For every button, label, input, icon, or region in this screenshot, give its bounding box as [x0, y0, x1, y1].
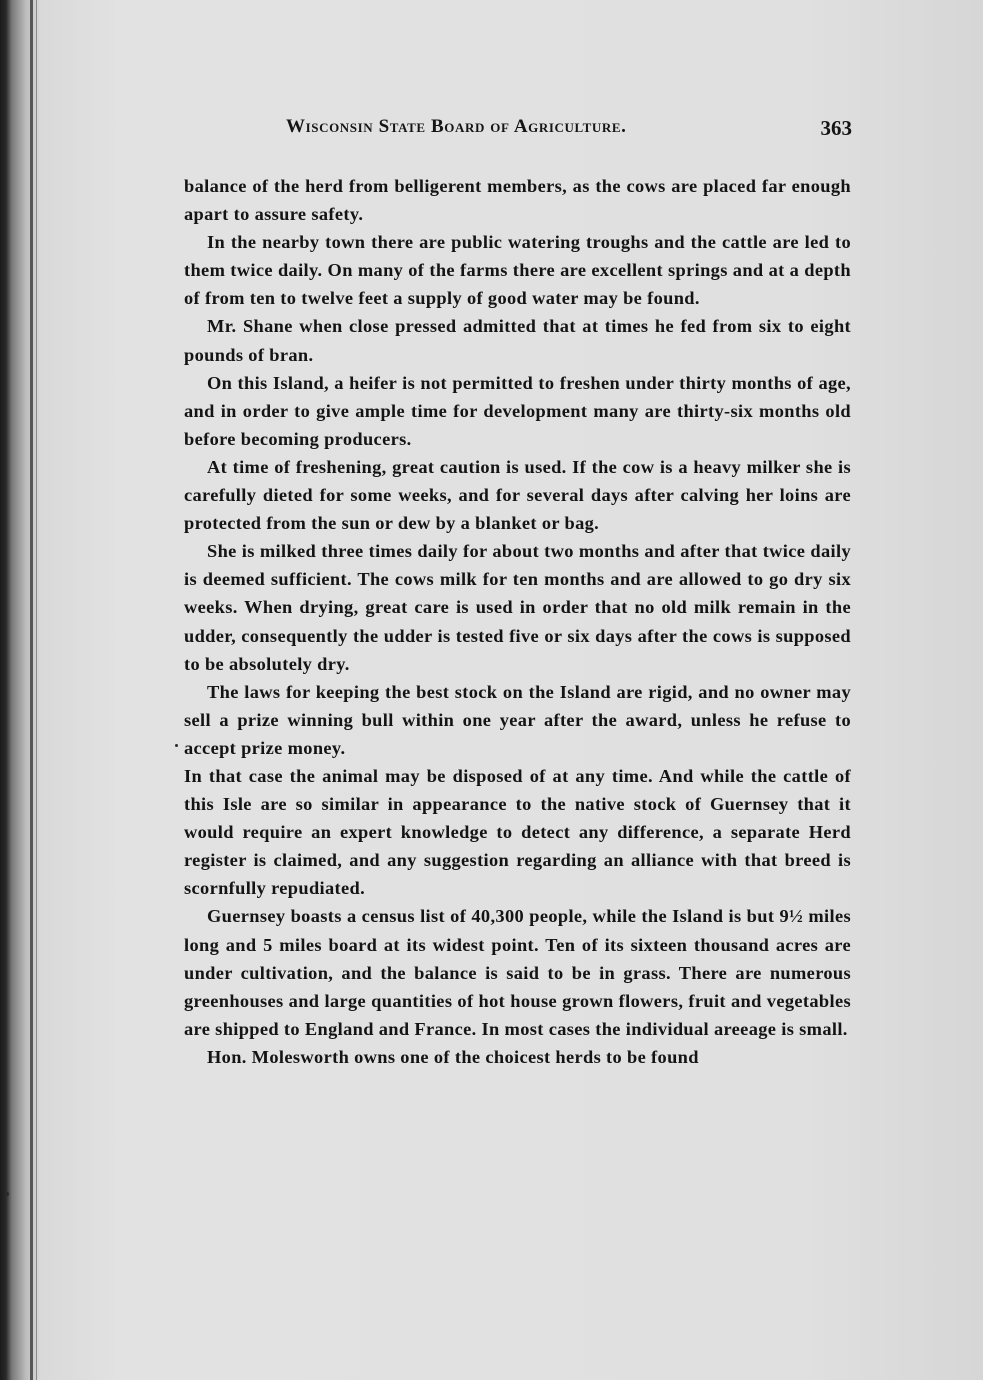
body-text: [184, 172, 851, 1071]
running-header: [286, 116, 852, 141]
scan-speck: [5, 1192, 9, 1196]
paragraph: Mr. Shane when close pressed admitted that at times he fed from six to eight pounds of bran.: [184, 316, 851, 365]
paragraph: In the nearby town there are public watering troughs and the cattle are led to them twice daily. On many of the farms there are excellent springs and at a depth of from ten to twelve feet a supply of good water may be found.: [184, 232, 851, 309]
scan-speck: [175, 744, 178, 747]
paragraph: Hon. Molesworth owns one of the choicest herds to be found: [207, 1046, 699, 1067]
paragraph: balance of the herd from belligerent members, as the cows are placed far enough apart to assure safety.: [184, 176, 851, 225]
running-title: Wisconsin State Board of Agriculture.: [286, 116, 627, 137]
paragraph: On this Island, a heifer is not permitted to freshen under thirty months of age, and in order to give ample time for development many are thirty-six months old before becoming producers.: [184, 372, 851, 449]
page-number: 363: [820, 116, 852, 140]
paragraph: In that case the animal may be disposed of at any time. And while the cattle of this Isle are so similar in appearance to the native stock of Guernsey that it would require an expert knowledge to detect any difference, a separate Herd register is claimed, and any suggestion regarding an alliance with that breed is scornfully repudiated.: [184, 765, 851, 899]
binding-shadow: [30, 0, 33, 1380]
paragraph: The laws for keeping the best stock on the Island are rigid, and no owner may sell a prize winning bull within one year after the award, unless he refuse to accept prize money.: [184, 681, 851, 758]
binding-edge: [36, 0, 37, 1380]
paragraph: At time of freshening, great caution is used. If the cow is a heavy milker she is carefully dieted for some weeks, and for several days after calving her loins are protected from the sun or dew by a blanket or bag.: [184, 456, 851, 534]
paragraph: She is milked three times daily for about two months and after that twice daily is deemed sufficient. The cows milk for ten months and are allowed to go dry six weeks. When drying, great care is used in order that no old milk remain in the udder, consequently the udder is tested five or six days after the cows is supposed to be absolutely dry.: [184, 541, 851, 674]
paragraph: Guernsey boasts a census list of 40,300 people, while the Island is but 9½ miles long and 5 miles board at its widest point. Ten of its sixteen thousand acres are under cultivation, and the balance is said to be in grass. There are numerous greenhouses and large quantities of hot house grown flowers, fruit and vegetables are shipped to England and France. In most cases the individual areeage is small.: [184, 906, 851, 1039]
